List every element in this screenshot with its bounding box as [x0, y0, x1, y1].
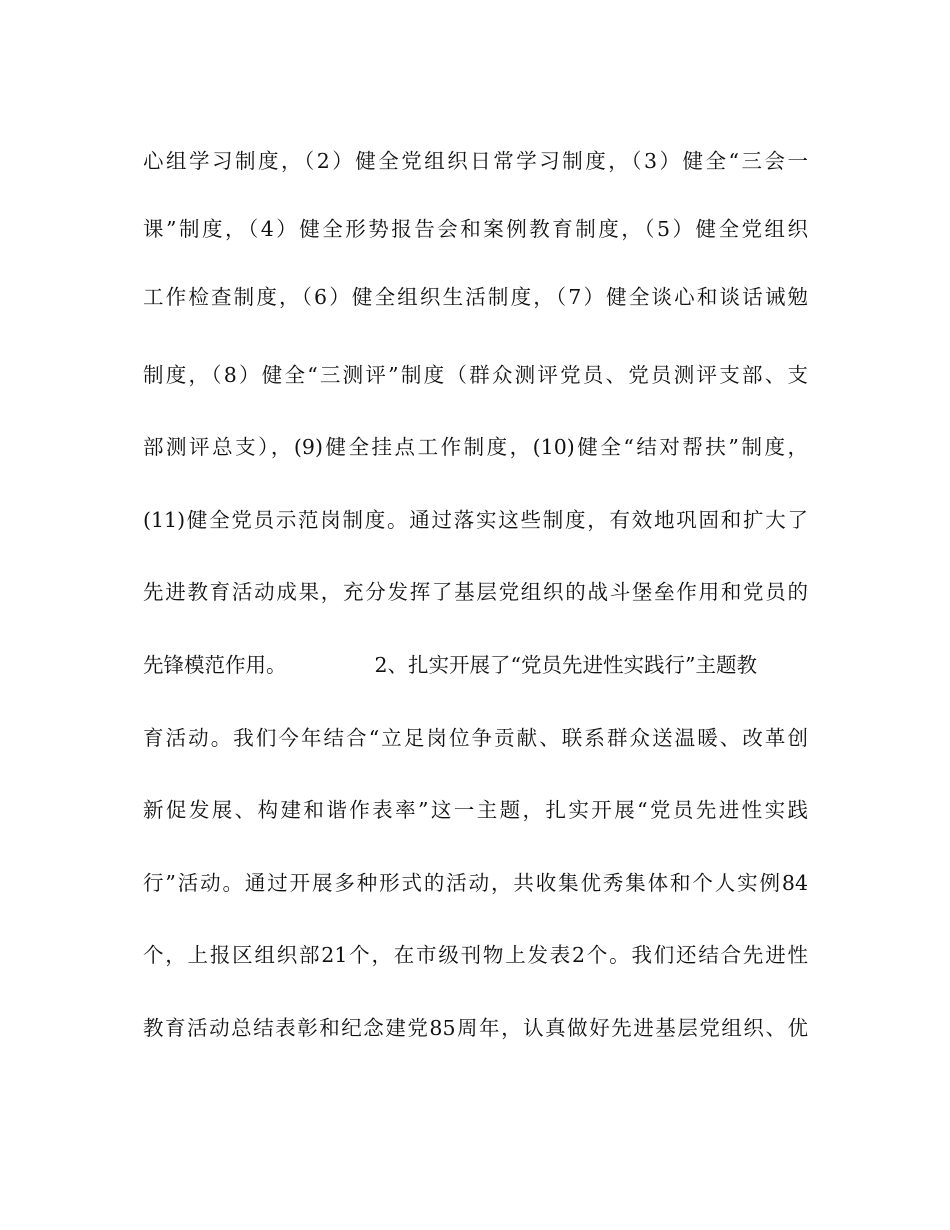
text-line-10: 新促发展、构建和谐作表率”这一主题，扎实开展“党员先进性实践: [143, 798, 808, 822]
text-line-8: [143, 650, 808, 680]
text-line-6: (11)健全党员示范岗制度。通过落实这些制度，有效地巩固和扩大了: [143, 508, 808, 532]
text-line-9: 育活动。我们今年结合“立足岗位争贡献、联系群众送温暖、改革创: [143, 726, 808, 750]
text-line-5: 部测评总支），(9)健全挂点工作制度，(10)健全“结对帮扶”制度，: [143, 435, 808, 459]
text-line-13: 教育活动总结表彰和纪念建党85周年，认真做好先进基层党组织、优: [143, 1016, 808, 1040]
text-line-2: 课”制度，（4）健全形势报告会和案例教育制度，（5）健全党组织: [143, 217, 808, 241]
text-line-11: 行”活动。通过开展多种形式的活动，共收集优秀集体和个人实例84: [143, 871, 808, 895]
text-line-8-b: 2、扎实开展了“党员先进性实践行”主题教: [374, 653, 758, 677]
text-line-3: 工作检查制度，（6）健全组织生活制度，（7）健全谈心和谈话诫勉: [143, 285, 808, 309]
text-line-12: 个，上报区组织部21个，在市级刊物上发表2个。我们还结合先进性: [143, 943, 808, 967]
text-line-8-a: 先锋模范作用。: [143, 653, 287, 677]
text-line-1: 心组学习制度，（2）健全党组织日常学习制度，（3）健全“三会一: [143, 149, 808, 173]
text-line-4: 制度，（8）健全“三测评”制度（群众测评党员、党员测评支部、支: [143, 363, 808, 387]
text-line-7: 先进教育活动成果，充分发挥了基层党组织的战斗堡垒作用和党员的: [143, 580, 808, 604]
